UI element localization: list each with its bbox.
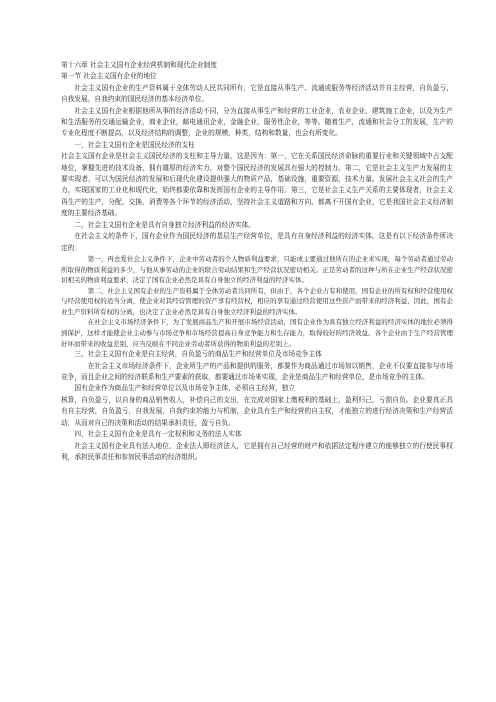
section-heading: 第一节 社会主义国有企业的地位: [61, 72, 157, 81]
paragraph: 在社会主义市场经济条件下，企业所生产的产品和提供的服务，都要作为商品通过市场加以销售，企业不仅要直接参与市场竞争，而且企业之间的经济联系和生产要素的获取，都要通过市场来实现，企业是商品生产和经营单位，是市场竞争的主体。: [61, 361, 453, 382]
paragraph: 社会主义国有企业是社会主义国民经济的支柱和主导力量，这是因为：第一，它在关系国民经济命脉的重要行业和关键领域中占支配地位，掌握先进的技术设备，拥有雄厚的经济实力，对整个国民经济的发展具有强大的控制力。第二，它是社会主义生产力发展的主要实现者，可以为国民经济的发展和后现代化建设提供强大的物质产品，基础设施，重要资源，技术力量。发展社会主义社会的生产力，实现国家的工业化和现代化，始终都要依靠和发挥国有企业的主导作用。第三，它是社会主义生产关系的主要体现者，社会主义再生产的生产，分配，交换，消费等各个环节的经济活动，坚持社会主义道路和方向，都离不开国有企业，它是我国社会主义经济制度的主要经济基础。: [61, 152, 453, 218]
subheading: 二，社会主义国有企业是具有自身独立经济利益的经济实体。: [74, 220, 255, 229]
paragraph: 核算，自负盈亏，以自身的商品销售收入，补偿自己的支出，在完成对国家上缴税利的基础上，盈利归己，亏损自负。企业要真正具有自主经营，自负盈亏，自我发展，自我约束的能力与机制，企业具有生产和经营的自主权，才能独立的进行经济决策和生产经营活动，从而对自己的决策和活动的结果承担责任，盈亏自负。: [61, 395, 453, 427]
paragraph: 社会主义国有企业的生产资料属于全体劳动人民共同所有，它是直接从事生产、流通或服务等经济活动并自主经营，自负盈亏，自我发展，自我约束的国民经济的基本经济单位。: [61, 83, 453, 104]
paragraph: 第一，再去爱社会主义条件下，企业中劳动者的个人物质利益要求，只能或主要通过他所在的企业来实现，每个劳动者通过劳动所取得的物质利益的多少，与他从事劳动的企业的联合劳动结果和生产经营状况密切相关。正是劳动者的这种与所在企业生产经营状况密切相关的物质利益要求，决定了国有企业必然是具有自身独立的经济利益的经济实体。: [61, 254, 453, 285]
paragraph: 在社会主义的条件下，国有企业作为国民经济的基层生产经营单位，是具有自身经济利益的经济实体，这是有以下经济条件所决定的：: [61, 232, 453, 252]
paragraph: 在社会主义市场经济条件下，为了发展商品生产和开展市场经营活动，国有企业作为具有独立经济利益的经济实体的地位必须得到保护，这样才能使企业主动参与市场竞争和市场经营提高自身竞争能力和生存能力，取得较好的经济效益。各个企业由于生产经营管理好坏而带来的收益差别，应当反映在不同企业劳动者所获得的物质利益的差别上。: [61, 318, 453, 348]
paragraph: 社会主义国有企业根据他所从事的经济活动不同，分为直接从事生产和经营的工业企业，农业企业，建筑施工企业，以及为生产和生活服务的交通运输企业，商业企业，邮电通讯企业，金融企业，服务性企业，等等。随着生产，流通和社会分工的发展，生产的专业化程度不断提高，以及经济结构的调整，企业的规模，种类，结构和数量，也会有所变化。: [61, 106, 453, 138]
subheading: 一，社会主义国有企业是国民经济的支柱: [74, 140, 195, 149]
paragraph: 国有企业作为商品生产和经营单位以及市场竞争主体，必须自主经营，独立: [74, 384, 296, 393]
subheading: 三，社会主义国有企业是自主经营，自负盈亏的商品生产和经营单位及市场竞争主体: [74, 350, 322, 359]
subheading: 四，社会主义国有企业是具有一定权利和义务的法人实体: [74, 430, 242, 439]
chapter-title: 第十六章 社会主义国有企业经营机制和现代企业制度: [61, 61, 217, 69]
paragraph: 社会主义国有企业具有法人地位，企业法人即经济法人，它是拥有自己经营的财产和依据法定程序建立的能够独立的行使民事权利，承担民事责任和参加民事活动的经济组织。: [61, 441, 453, 461]
paragraph: 第二，社会主义国有企业的生产资料属于全体劳动者共同所有，但由于，各个企业占有和使用，国有企业的所有权和经营使用权与经营使用权的适当分离，使企业对其经营管理的资产享有经营权，相应的享有通过经营使用这些资产而带来的经济利益，因此，国有企业生产资料所有权的分离，也决定了企业必然是具有自身独立经济利益的经济实体。: [61, 286, 453, 316]
